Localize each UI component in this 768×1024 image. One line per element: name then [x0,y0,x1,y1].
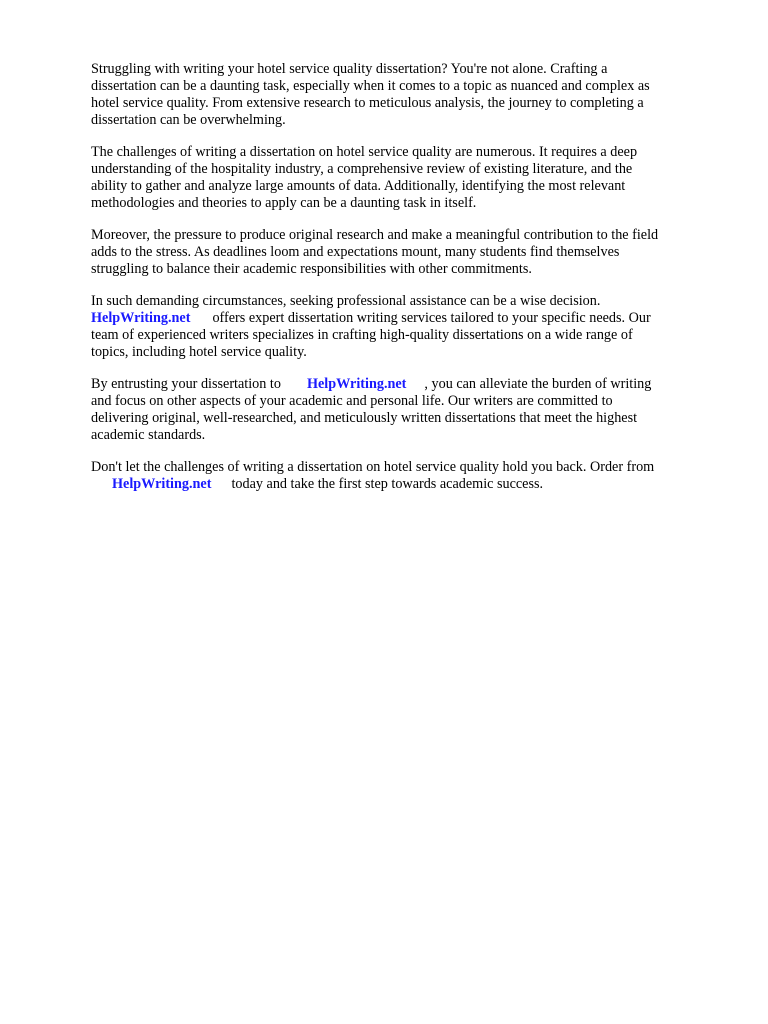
text-line: dissertation can be a daunting task, especially when it comes to a topic as nuanced and complex as [91,78,650,94]
text-line: academic standards. [91,427,206,443]
text-fragment: offers expert dissertation writing services tailored to your specific needs. Our [212,310,651,326]
paragraph-assistance [91,293,728,361]
text-line: team of experienced writers specializes in crafting high-quality dissertations on a wide range of [91,327,633,343]
text-fragment: today and take the first step towards academic success. [231,476,544,492]
text-line: delivering original, well-researched, and meticulously written dissertations that meet the highest [91,410,638,426]
text-line: adds to the stress. As deadlines loom and expectations mount, many students find themselves [91,244,620,260]
text-line: Moreover, the pressure to produce original research and make a meaningful contribution to the field [91,227,659,243]
text-fragment: By entrusting your dissertation to [91,376,281,392]
helpwriting-link[interactable]: HelpWriting.net [112,476,212,492]
helpwriting-link[interactable]: HelpWriting.net [306,376,407,392]
text-line: dissertation can be overwhelming. [91,112,286,128]
text-line [91,310,728,327]
text-line: hotel service quality. From extensive research to meticulous analysis, the journey to completing a [91,95,644,111]
text-line: understanding of the hospitality industry, a comprehensive review of existing literature, and the [91,161,633,177]
text-line: struggling to balance their academic responsibilities with other commitments. [91,261,532,277]
text-line: Struggling with writing your hotel service quality dissertation? You're not alone. Crafting a [91,61,608,77]
text-fragment: , you can alleviate the burden of writing [424,376,652,392]
text-line: In such demanding circumstances, seeking professional assistance can be a wise decision. [91,293,601,309]
helpwriting-link[interactable]: HelpWriting.net [91,310,191,326]
text-line [91,476,728,493]
paragraph-intro [91,61,728,129]
paragraph-pressure [91,227,728,278]
paragraph-entrusting [91,376,728,444]
text-line: topics, including hotel service quality. [91,344,307,360]
paragraph-challenges [91,144,728,212]
text-line [91,376,728,393]
text-line: The challenges of writing a dissertation on hotel service quality are numerous. It requires a deep [91,144,638,160]
text-line: ability to gather and analyze large amounts of data. Additionally, identifying the most relevant [91,178,626,194]
text-line: and focus on other aspects of your academic and personal life. Our writers are committed to [91,393,613,409]
text-line: Don't let the challenges of writing a dissertation on hotel service quality hold you back. Order from [91,459,655,475]
text-line: methodologies and theories to apply can be a daunting task in itself. [91,195,477,211]
paragraph-call-to-action [91,459,728,493]
